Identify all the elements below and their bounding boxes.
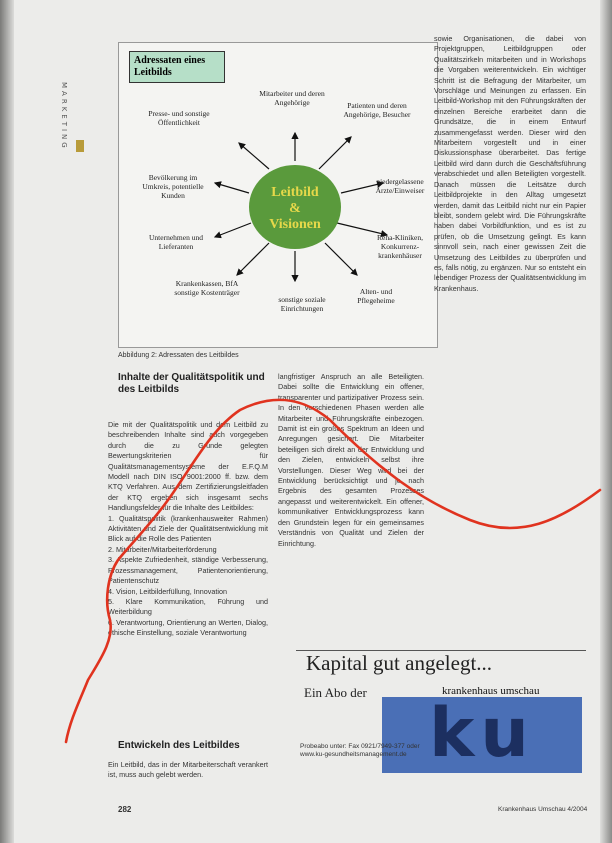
- ad-order-info: Probeabo unter: Fax 0921/7949-377 oder www.ku-gesundheitsmanagement.de: [300, 743, 420, 758]
- node-insurers: Krankenkassen, BfA sonstige Kostenträger: [174, 279, 240, 297]
- col2-text: langfristiger Anspruch an alle Beteiligten. Dabei sollte die Entwicklung ein offener, transparenter und partizipativer Prozess sein. In den verschiedenen Phasen werden alle Mitarbeiter und Führungskräfte einbezogen. Damit ist ein großes Spektrum an Ideen und Anregungen gesichert. Die Mitarbeiter beteiligen sich direkt an der Entwicklung und den Zielen, entwickeln selbst ihre Vorstellungen. Dieser Weg wird bei der Entwicklung berücksichtigt und je nach Ergebnis des gesamten Prozesses angepasst und weiterentwickelt. Ein offener, kommunikativer Entwicklungsprozess kann den Grundstein legen für ein gemeinsames Verständnis von Qualität und Zielen der Einrichtung.: [278, 372, 424, 548]
- node-population: Bevölkerung im Umkreis, potentielle Kunden: [142, 173, 204, 200]
- col1-intro: Die mit der Qualitätspolitik und dem Leitbild zu beschreibenden Inhalte sind auch vorgegeben durch die zu Grunde gelegten Bewertungskriterien für Qualitätsmanagementsysteme der E.F.Q.M Modell nach DIN ISO 9001:2000 ff. bzw. dem KTQ Verfahren. Aus dem Zertifizierungsleitfaden der KTQ ergeben sich insgesamt sechs Handlungsfelder für die Inhalte des Leitbildes:: [108, 420, 268, 513]
- col1-list-item-3: 3. Aspekte Zufriedenheit, ständige Verbesserung, Prozessmanagement, Patientenorientierung, Patientenschutz: [108, 555, 268, 586]
- heading-quality-policy: Inhalte der Qualitätspolitik und des Leitbilds: [118, 372, 265, 395]
- hub-line-2: &: [289, 201, 301, 216]
- col1-list-item-6: 6. Verantwortung, Orientierung an Werten, Dialog, ethische Einstellung, soziale Verantwortung: [108, 617, 268, 638]
- figure-title: Adressaten eines Leitbilds: [129, 51, 225, 83]
- ad-magazine-name: krankenhaus umschau: [442, 685, 540, 697]
- node-companies: Unternehmen und Lieferanten: [149, 233, 203, 251]
- page-number: 282: [118, 805, 132, 814]
- hub-line-3: Visionen: [269, 217, 321, 232]
- node-care-homes: Alten- und Pflegeheime: [357, 287, 395, 305]
- node-press: Presse- und sonstige Öffentlichkeit: [148, 109, 210, 127]
- node-rehab: Reha-Kliniken, Konkurrenz-krankenhäuser: [376, 233, 424, 260]
- heading-develop: Entwickeln des Leitbildes: [118, 740, 240, 751]
- col1-list-item-4: 4. Vision, Leitbilderfüllung, Innovation: [108, 586, 227, 596]
- ad-headline: Kapital gut angelegt...: [306, 651, 493, 675]
- node-patients: Patienten und deren Angehörige, Besucher: [343, 101, 411, 119]
- section-tab: MARKETING: [60, 82, 68, 151]
- col1-list-item-5: 5. Klare Kommunikation, Führung und Weiterbildung: [108, 596, 268, 617]
- node-doctors: niedergelassene Ärzte/Einweiser: [375, 177, 425, 195]
- node-social: sonstige soziale Einrichtungen: [278, 295, 326, 313]
- col1-develop-text: Ein Leitbild, das in der Mitarbeiterschaft verankert ist, muss auch gelebt werden.: [108, 760, 268, 780]
- hub-line-1: Leitbild: [271, 185, 319, 200]
- figure-caption: Abbildung 2: Adressaten des Leitbildes: [118, 352, 239, 359]
- ku-logo: ku: [382, 697, 582, 773]
- col1-list-item-2: 2. Mitarbeiter/Mitarbeiterförderung: [108, 544, 217, 554]
- footer-magazine: Krankenhaus Umschau 4/2004: [498, 806, 588, 813]
- node-employees: Mitarbeiter und deren Angehörige: [259, 89, 325, 107]
- col3-text: sowie Organisationen, die dabei von Projektgruppen, Leitbildgruppen oder Qualitätszirkeln mitarbeiten und in Workshops die Vorgaben weiterentwickeln. Ein wichtiger Schritt ist die Befragung der Mitarbeiter, um Vorschläge und Meinungen zu erfassen. Ein Leitbild-Workshop mit den Führungskräften der einzelnen Bereiche erarbeitet dann die Grundsätze, die in einem Entwurf zusammengefasst werden. Dieser wird den Mitarbeitern vorgestellt und in einer Diskussionsphase überarbeitet. Das fertige Leitbild wird dann durch die Geschäftsführung verabschiedet und allen Beteiligten vorgestellt. Danach müssen die Leitsätze durch Leitbildprojekte in den Alltag umgesetzt werden, damit das Leitbild nicht nur ein Papier bleibt, sondern gelebt wird. Die Führungskräfte haben dabei Vorbildfunktion, und es ist zu prüfen, ob die Umsetzung gelingt. Es kann sinnvoll sein, nach einer gewissen Zeit die Umsetzung des Leitbildes zu überprüfen und es, falls nötig, zu ergänzen. Nur so entsteht ein lebendiger Prozess der Qualitätsentwicklung im Krankenhaus.: [434, 34, 586, 293]
- ad-subline: Ein Abo der: [304, 685, 367, 700]
- col1-list-item-1: 1. Qualitätspolitik (krankenhausweiter Rahmen) Aktivitäten und Ziele der Qualitätsentwicklung mit Blick auf die Rolle des Patienten: [108, 513, 268, 544]
